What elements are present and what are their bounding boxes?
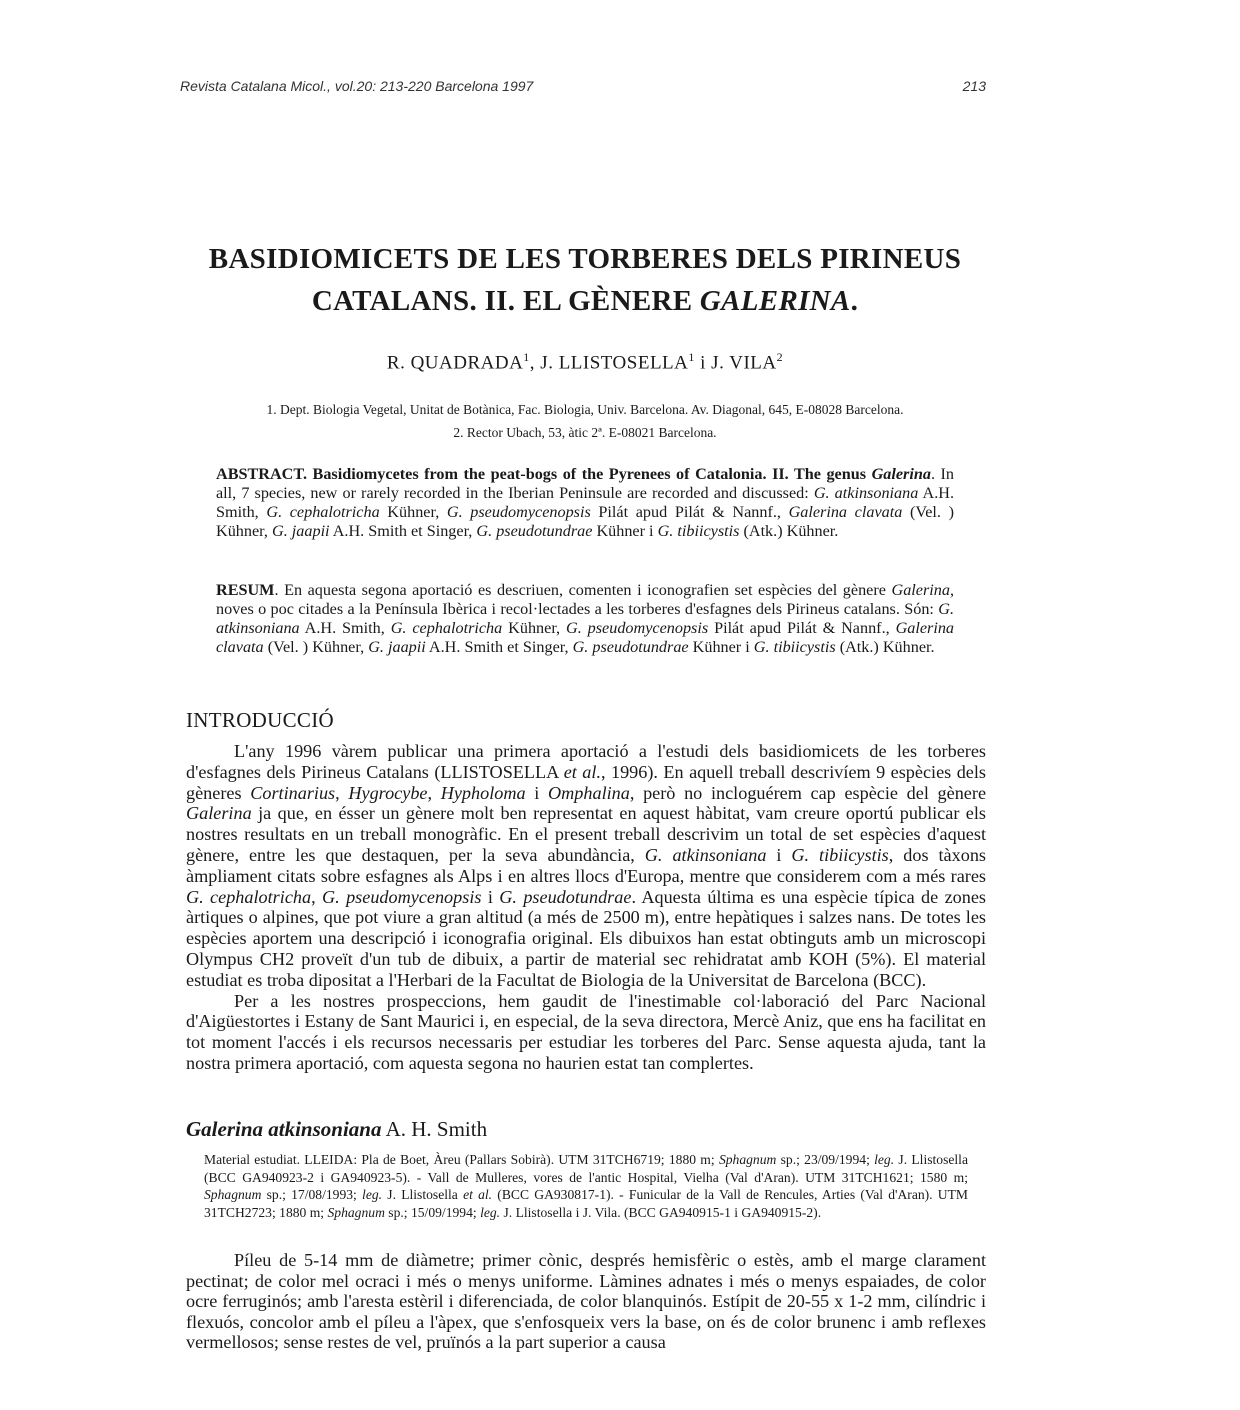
title-genus: GALERINA — [699, 285, 851, 317]
body-text: , dos tàxons àmpliament citats sobre esfagnes als Alps i en altres llocs d'Europa, mentre que considerem com a més rares — [186, 844, 986, 886]
paper-title — [150, 238, 1020, 322]
material-text: Material estudiat. LLEIDA: Pla de Boet, Àreu (Pallars Sobirà). UTM 31TCH6719; 1880 m; — [204, 1152, 719, 1167]
genus-name: Omphalina — [548, 782, 630, 803]
body-text: ja que, en ésser un gènere molt ben representat en aquest hàbitat, vam creure oportú publicar els nostres resultats en un treball monogràfic. En el present treball descrivim un total de set espècies d'aquest gènere, entre les que destaquen, per la seva abundància, — [186, 803, 986, 865]
species-name: G. pseudotundrae — [572, 638, 689, 656]
abstract-text: A.H. Smith, — [216, 484, 954, 521]
genus-name: Sphagnum — [327, 1204, 385, 1220]
genus-name: Hypholoma — [440, 782, 526, 803]
abstract-text: (Vel. ) Kühner, — [216, 503, 955, 540]
species-name: G. tibiicystis — [753, 638, 836, 656]
introduction-body — [186, 741, 986, 1074]
body-text: i — [766, 844, 792, 865]
intro-paragraph-2: Per a les nostres prospeccions, hem gaudit de l'inestimable col·laboració del Parc Nacional d'Aigüestortes i Estany de Sant Maurici i, en especial, de la seva directora, Mercè Aniz, que ens ha facilitat en tot moment l'accés i els recursos necessaris per estudiar les torberes del Parc. Sense aquesta ajuda, tant la nostra primera aportació, com aquesta segona no haurien estat tan complertes. — [186, 990, 986, 1073]
species-heading-author: A. H. Smith — [381, 1117, 488, 1141]
material-text: (BCC GA930817-1). - Funicular de la Vall de Rencules, Arties (Val d'Aran). UTM 31TCH2723; 1880 m; — [204, 1187, 968, 1220]
page-number: 213 — [962, 78, 986, 94]
material-italic: et al. — [463, 1187, 493, 1202]
genus-name: Sphagnum — [204, 1187, 262, 1202]
author-3: i J. VILA — [694, 352, 777, 374]
genus-name: Cortinarius — [250, 782, 336, 803]
running-head — [180, 78, 986, 94]
section-heading-introduction: INTRODUCCIÓ — [186, 708, 334, 732]
resum-text: Kühner i — [688, 638, 754, 656]
title-line-2 — [150, 280, 1020, 322]
body-text: i — [481, 886, 500, 907]
genus-name: Hygrocybe — [348, 782, 428, 803]
resum-text: A.H. Smith, — [299, 619, 391, 637]
body-text: , — [335, 782, 349, 803]
title-line-2-suffix: . — [850, 285, 859, 317]
body-text-italic: et al. — [563, 761, 601, 782]
species-name: G. jaapii — [272, 522, 330, 540]
body-text: , 1996). En aquell treball descrivíem 9 espècies dels gèneres — [186, 761, 986, 803]
abstract — [216, 465, 954, 541]
species-name: G. pseudotundrae — [476, 522, 593, 540]
species-name: G. pseudomycenopsis — [566, 619, 709, 637]
journal-citation: Revista Catalana Micol., vol.20: 213-220 Barcelona 1997 — [180, 78, 534, 94]
abstract-label: ABSTRACT — [216, 465, 303, 483]
material-text: J. Llistosella i J. Vila. (BCC GA940915-1 i GA940915-2). — [500, 1204, 822, 1220]
abstract-text: . In all, 7 species, new or rarely recorded in the Iberian Peninsule are recorded and discussed: — [216, 465, 955, 502]
material-text: J. Llistosella — [382, 1187, 464, 1202]
species-name: G. cephalotricha — [266, 503, 380, 521]
abstract-text: A.H. Smith et Singer, — [329, 522, 477, 540]
resum-text: , noves o poc citades a la Península Ibèrica i recol·lectades a les torberes d'esfagnes dels Pirineus catalans. Són: — [216, 581, 954, 618]
material-italic: leg. — [874, 1152, 895, 1167]
resum-text: (Atk.) Kühner. — [835, 638, 935, 656]
author-3-affiliation: 2 — [776, 350, 784, 364]
affiliation-1: 1. Dept. Biologia Vegetal, Unitat de Botànica, Fac. Biologia, Univ. Barcelona. Av. Diagonal, 645, E-08028 Barcelona. — [266, 402, 904, 417]
genus-name: Galerina — [186, 803, 252, 824]
species-name: G. atkinsoniana — [216, 600, 954, 637]
resum-text: (Vel. ) Kühner, — [263, 638, 369, 656]
body-text: , — [311, 886, 323, 907]
material-text: sp.; 15/09/1994; — [384, 1204, 481, 1220]
intro-paragraph-1 — [186, 741, 986, 991]
body-text: . Aquesta última es una espècie típica de zones àrtiques o alpines, que pot viure a gran altitud (a més de 2500 m), entre hepàtiques i salzes nans. De totes les espècies aportem una descripció i iconografia original. Els dibuixos han estat obtinguts amb un microscopi Olympus CH2 proveït d'un tub de dibuix, a partir de material sec rehidratat amb KOH (5%). El material estudiat es troba dipositat a l'Herbari de la Facultat de Biologia de la Universitat de Barcelona (BCC). — [186, 886, 986, 990]
species-name: Galerina clavata — [788, 503, 903, 521]
body-text: , — [427, 782, 441, 803]
resum — [216, 581, 954, 657]
abstract-text: Kühner, — [379, 503, 447, 521]
species-name: G. cephalotricha — [186, 886, 312, 907]
material-italic: leg. — [362, 1187, 383, 1202]
species-description — [186, 1250, 986, 1353]
genus-name: Sphagnum — [718, 1152, 777, 1167]
abstract-text: Kühner i — [592, 522, 658, 540]
author-list — [150, 350, 1020, 374]
species-heading-name: Galerina atkinsoniana — [186, 1117, 382, 1141]
species-name: G. pseudomycenopsis — [446, 503, 591, 521]
species-name: G. cephalotricha — [390, 619, 503, 637]
abstract-title: . Basidiomycetes from the peat-bogs of the Pyrenees of Catalonia. II. The genus — [302, 465, 872, 483]
resum-text: . En aquesta segona aportació es descriuen, comenten i iconografien set espècies del gènere — [274, 581, 892, 599]
species-name: G. pseudomycenopsis — [322, 886, 482, 907]
body-text: , però no incloguérem cap espècie del gènere — [629, 782, 987, 803]
material-studied — [204, 1151, 968, 1221]
material-text: J. Llistosella (BCC GA940923-2 i GA940923-5). - Vall de Mulleres, vores de l'antic Hospital, Vielha (Val d'Aran). UTM 31TCH1621; 1580 m; — [204, 1152, 968, 1185]
author-2: , J. LLISTOSELLA — [529, 352, 689, 374]
species-name: G. tibiicystis — [657, 522, 740, 540]
resum-text: Pilát apud Pilát & Nannf., — [708, 619, 896, 637]
resum-text: A.H. Smith et Singer, — [425, 638, 573, 656]
material-italic: leg. — [480, 1204, 501, 1220]
title-line-1: BASIDIOMICETS DE LES TORBERES DELS PIRINEUS — [208, 243, 962, 275]
body-text: L'any 1996 vàrem publicar una primera aportació a l'estudi dels basidiomicets de les torberes d'esfagnes dels Pirineus Catalans (LLISTOSELLA — [186, 741, 986, 782]
species-name: G. atkinsoniana — [813, 484, 919, 502]
species-heading — [186, 1117, 487, 1142]
abstract-title-genus: Galerina — [871, 465, 931, 483]
species-name: G. pseudotundrae — [499, 886, 632, 907]
body-text: i — [525, 782, 549, 803]
description-paragraph: Píleu de 5-14 mm de diàmetre; primer cònic, després hemisfèric o estès, amb el marge clarament pectinat; de color mel ocraci i més o menys uniforme. Làmines adnates i més o menys espaiades, de color ocre ferruginós; amb l'aresta estèril i diferenciada, de color blanquinós. Estípit de 20-55 x 1-2 mm, cilíndric i flexuós, concolor amb el píleu a l'àpex, que s'enfosqueix vers la base, on és de color brunenc i amb reflexes vermellosos; sense restes de vel, pruïnós a la part superior a causa — [186, 1250, 986, 1352]
author-2-affiliation: 1 — [688, 350, 695, 364]
material-text: sp.; 17/08/1993; — [261, 1187, 363, 1202]
species-name: G. jaapii — [368, 638, 426, 656]
author-1-affiliation: 1 — [523, 350, 530, 364]
resum-text: Kühner, — [502, 619, 567, 637]
abstract-text: Pilát apud Pilát & Nannf., — [590, 503, 789, 521]
resum-label: RESUM — [216, 581, 275, 599]
species-name: Galerina clavata — [216, 619, 955, 656]
author-1: R. QUADRADA — [386, 352, 524, 374]
species-name: Galerina — [891, 581, 950, 599]
species-name: G. tibiicystis — [791, 844, 889, 865]
abstract-text: (Atk.) Kühner. — [739, 522, 839, 540]
material-text: sp.; 23/09/1994; — [776, 1152, 875, 1167]
affiliation-2: 2. Rector Ubach, 53, àtic 2ª. E-08021 Barcelona. — [453, 425, 717, 440]
species-name: G. atkinsoniana — [644, 844, 767, 865]
title-line-2-prefix: CATALANS. II. EL GÈNERE — [311, 285, 700, 317]
